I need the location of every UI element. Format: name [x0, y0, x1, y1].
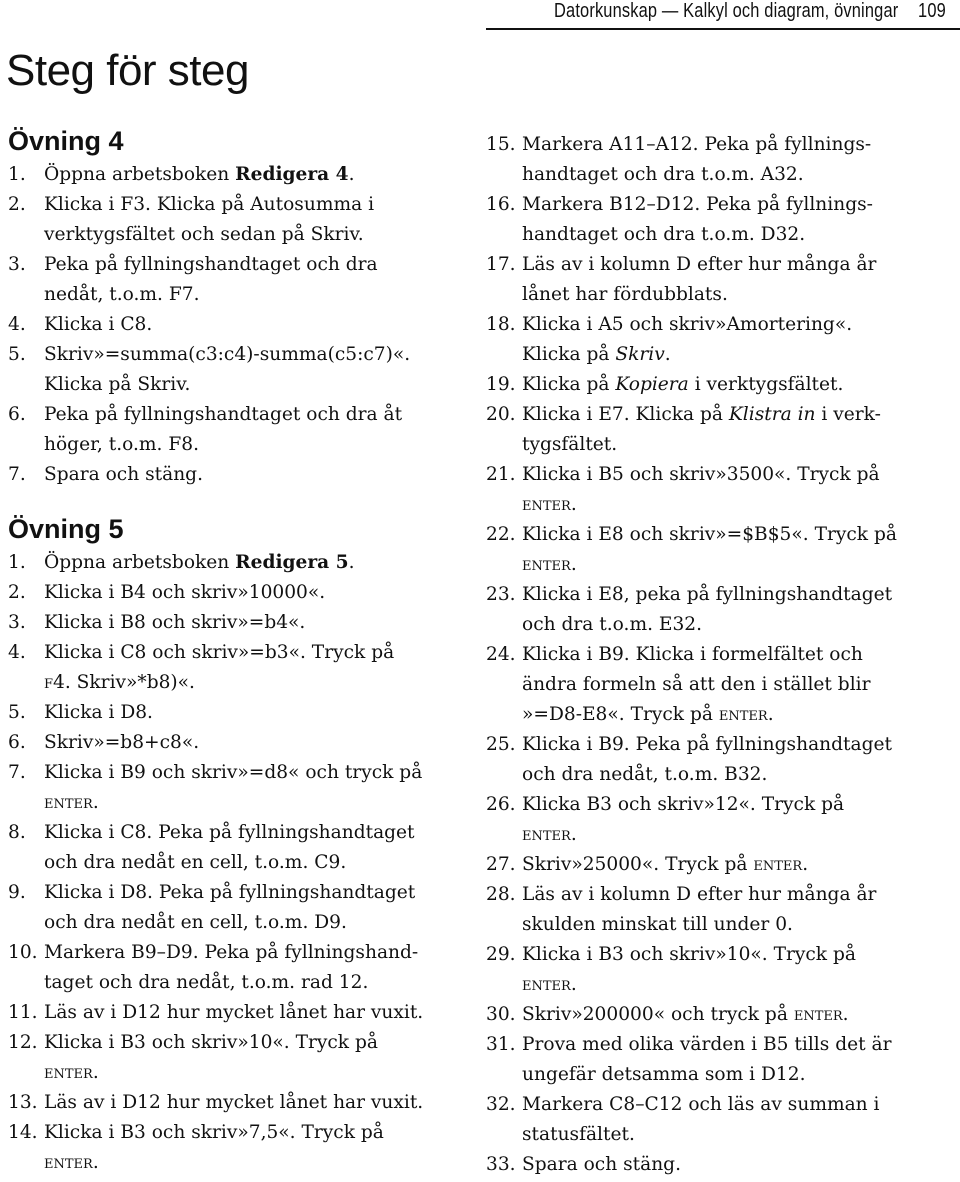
- step-line: [522, 670, 960, 700]
- step-item: [8, 460, 478, 490]
- step-line: [44, 1088, 478, 1118]
- step-text: Läs av i D12 hur mycket lånet har vuxit.: [44, 1002, 424, 1023]
- step-text: Öppna arbetsboken: [44, 164, 236, 185]
- step-number: 6.: [8, 732, 26, 753]
- step-item: [486, 640, 960, 730]
- step-line: [522, 730, 960, 760]
- header-rule: [486, 28, 960, 30]
- step-number: 4.: [8, 314, 26, 335]
- step-line: [522, 280, 960, 310]
- step-text: .: [842, 1004, 849, 1025]
- right-column: [486, 130, 960, 1180]
- step-item: [486, 400, 960, 460]
- step-text: .: [570, 974, 577, 995]
- step-text: i verk-: [815, 404, 881, 425]
- step-item: [8, 190, 478, 250]
- step-number: 7.: [8, 464, 26, 485]
- step-line: [522, 580, 960, 610]
- step-line: [522, 1090, 960, 1120]
- step-line: [522, 1060, 960, 1090]
- step-line: [522, 190, 960, 220]
- section-title: Steg för steg: [6, 46, 249, 95]
- step-text: i verktygsfältet.: [688, 374, 844, 395]
- step-line: [44, 460, 478, 490]
- step-item: [8, 1118, 478, 1178]
- step-number: 1.: [8, 164, 26, 185]
- step-item: [8, 578, 478, 608]
- step-text: statusfältet.: [522, 1124, 635, 1145]
- step-line: [44, 1118, 478, 1148]
- step-item: [486, 580, 960, 640]
- step-number: 2.: [8, 582, 26, 603]
- step-text: .: [348, 552, 355, 573]
- step-item: [486, 370, 960, 400]
- step-text: Klicka i C8 och skriv»=b3«. Tryck på: [44, 642, 395, 663]
- page-number: 109: [918, 0, 946, 22]
- step-line: [44, 280, 478, 310]
- step-item: [8, 998, 478, 1028]
- step-line: [44, 190, 478, 220]
- step-line: [44, 998, 478, 1028]
- step-number: 33.: [486, 1154, 516, 1175]
- step-text: Klicka i E8, peka på fyllningshandtaget: [522, 584, 893, 605]
- step-text: .: [767, 704, 774, 725]
- step-line: [44, 250, 478, 280]
- step-text: Klicka i F3. Klicka på Autosumma i: [44, 194, 375, 215]
- step-text: .: [348, 164, 355, 185]
- step-item: [8, 310, 478, 340]
- step-line: [522, 550, 960, 580]
- step-line: [44, 1058, 478, 1088]
- ui-command-name: Skriv: [615, 344, 665, 365]
- step-line: [522, 130, 960, 160]
- step-number: 25.: [486, 734, 516, 755]
- step-text: Klicka i D8.: [44, 702, 153, 723]
- step-list: [8, 548, 478, 1178]
- exercise-title: Övning 5: [8, 514, 124, 544]
- step-number: 29.: [486, 944, 516, 965]
- key-name: enter: [753, 854, 803, 875]
- step-text: »=D8-E8«. Tryck på: [522, 704, 719, 725]
- step-line: [522, 850, 960, 880]
- step-line: [44, 788, 478, 818]
- step-item: [8, 728, 478, 758]
- step-text: Klicka i E7. Klicka på: [522, 404, 729, 425]
- step-text: Skriv»200000« och tryck på: [522, 1004, 794, 1025]
- step-text: .: [570, 494, 577, 515]
- step-item: [486, 1030, 960, 1090]
- step-item: [486, 1150, 960, 1180]
- step-text: Klicka i B3 och skriv»7,5«. Tryck på: [44, 1122, 384, 1143]
- step-text: och dra nedåt, t.o.m. B32.: [522, 764, 768, 785]
- step-line: [44, 220, 478, 250]
- step-line: [522, 640, 960, 670]
- left-column: [8, 122, 478, 1178]
- step-line: [44, 548, 478, 578]
- step-line: [44, 938, 478, 968]
- step-line: [522, 880, 960, 910]
- step-number: 12.: [8, 1032, 38, 1053]
- step-item: [486, 190, 960, 250]
- step-list: [486, 130, 960, 1180]
- key-name: enter: [522, 494, 571, 515]
- step-line: [44, 608, 478, 638]
- step-number: 5.: [8, 344, 26, 365]
- step-text: Klicka i B9. Klicka i formelfältet och: [522, 644, 863, 665]
- key-name: enter: [44, 792, 93, 813]
- step-text: Klicka B3 och skriv»12«. Tryck på: [522, 794, 845, 815]
- step-line: [44, 878, 478, 908]
- step-item: [8, 1088, 478, 1118]
- step-item: [8, 638, 478, 698]
- step-line: [44, 668, 478, 698]
- workbook-name: Redigera 4: [235, 164, 349, 185]
- step-line: [522, 790, 960, 820]
- step-line: [522, 490, 960, 520]
- step-number: 14.: [8, 1122, 38, 1143]
- step-number: 8.: [8, 822, 26, 843]
- step-line: [44, 728, 478, 758]
- step-text: Skriv»25000«. Tryck på: [522, 854, 754, 875]
- step-item: [8, 250, 478, 310]
- step-number: 24.: [486, 644, 516, 665]
- step-item: [486, 520, 960, 580]
- step-item: [8, 758, 478, 818]
- step-item: [8, 878, 478, 938]
- step-item: [486, 1000, 960, 1030]
- key-name: enter: [522, 824, 571, 845]
- step-item: [486, 880, 960, 940]
- step-text: Klicka i E8 och skriv»=$B$5«. Tryck på: [522, 524, 897, 545]
- step-text: och dra nedåt en cell, t.o.m. C9.: [44, 852, 347, 873]
- key-name: enter: [718, 704, 768, 725]
- step-text: Klicka i B3 och skriv»10«. Tryck på: [522, 944, 856, 965]
- step-text: ändra formeln så att den i stället blir: [522, 674, 871, 695]
- section-gap: [8, 490, 478, 510]
- step-line: [522, 1000, 960, 1030]
- step-text: Klicka i D8. Peka på fyllningshandtaget: [44, 882, 416, 903]
- step-number: 17.: [486, 254, 516, 275]
- step-line: [44, 1148, 478, 1178]
- step-number: 19.: [486, 374, 516, 395]
- step-text: tygsfältet.: [522, 434, 618, 455]
- step-line: [522, 760, 960, 790]
- step-item: [486, 940, 960, 1000]
- step-line: [522, 820, 960, 850]
- step-number: 15.: [486, 134, 516, 155]
- step-number: 28.: [486, 884, 516, 905]
- step-text: Skriv»=summa(c3:c4)-summa(c5:c7)«.: [44, 344, 411, 365]
- step-item: [8, 698, 478, 728]
- step-line: [522, 250, 960, 280]
- step-number: 1.: [8, 552, 26, 573]
- page-header: [0, 0, 960, 30]
- step-line: [44, 340, 478, 370]
- step-text: höger, t.o.m. F8.: [44, 434, 199, 455]
- step-item: [8, 818, 478, 878]
- step-line: [44, 578, 478, 608]
- step-item: [486, 850, 960, 880]
- key-name: enter: [522, 974, 571, 995]
- step-line: [44, 908, 478, 938]
- step-item: [486, 790, 960, 850]
- running-title: Datorkunskap — Kalkyl och diagram, övningar: [554, 0, 899, 22]
- step-text: och dra nedåt en cell, t.o.m. D9.: [44, 912, 347, 933]
- step-line: [522, 430, 960, 460]
- step-line: [44, 638, 478, 668]
- step-line: [522, 610, 960, 640]
- step-text: handtaget och dra t.o.m. D32.: [522, 224, 806, 245]
- step-line: [522, 1120, 960, 1150]
- step-line: [44, 160, 478, 190]
- step-number: 22.: [486, 524, 516, 545]
- ui-command-name: Kopiera: [615, 374, 689, 395]
- step-number: 26.: [486, 794, 516, 815]
- step-item: [486, 460, 960, 520]
- step-text: lånet har fördubblats.: [522, 284, 728, 305]
- step-line: [522, 370, 960, 400]
- step-item: [8, 548, 478, 578]
- step-line: [522, 340, 960, 370]
- step-text: Klicka i C8. Peka på fyllningshandtaget: [44, 822, 415, 843]
- step-text: .: [802, 854, 809, 875]
- running-header: [554, 0, 946, 23]
- step-line: [522, 940, 960, 970]
- step-number: 5.: [8, 702, 26, 723]
- step-text: Klicka i B5 och skriv»3500«. Tryck på: [522, 464, 880, 485]
- step-text: verktygsfältet och sedan på Skriv.: [44, 224, 364, 245]
- step-text: Klicka i B9. Peka på fyllningshandtaget: [522, 734, 892, 755]
- step-text: Markera C8–C12 och läs av summan i: [522, 1094, 880, 1115]
- step-text: Markera A11–A12. Peka på fyllnings-: [522, 134, 872, 155]
- step-text: Markera B12–D12. Peka på fyllnings-: [522, 194, 873, 215]
- step-number: 31.: [486, 1034, 516, 1055]
- step-item: [8, 160, 478, 190]
- step-text: handtaget och dra t.o.m. A32.: [522, 164, 804, 185]
- step-text: . Skriv»*b8)«.: [64, 672, 195, 693]
- step-text: Klicka i B8 och skriv»=b4«.: [44, 612, 306, 633]
- step-text: .: [92, 1062, 99, 1083]
- step-line: [522, 1030, 960, 1060]
- step-item: [486, 250, 960, 310]
- step-line: [522, 1150, 960, 1180]
- step-text: taget och dra nedåt, t.o.m. rad 12.: [44, 972, 369, 993]
- step-number: 7.: [8, 762, 26, 783]
- step-text: Klicka på: [522, 374, 616, 395]
- step-number: 18.: [486, 314, 516, 335]
- step-line: [522, 460, 960, 490]
- step-text: .: [570, 824, 577, 845]
- step-text: Läs av i kolumn D efter hur många år: [522, 254, 877, 275]
- step-text: och dra t.o.m. E32.: [522, 614, 703, 635]
- step-number: 30.: [486, 1004, 516, 1025]
- step-number: 20.: [486, 404, 516, 425]
- step-item: [8, 938, 478, 998]
- key-name: enter: [793, 1004, 843, 1025]
- step-text: Klicka i B9 och skriv»=d8« och tryck på: [44, 762, 423, 783]
- step-text: Prova med olika värden i B5 tills det är: [522, 1034, 892, 1055]
- step-line: [522, 220, 960, 250]
- key-name: enter: [44, 1152, 93, 1173]
- step-item: [486, 1090, 960, 1150]
- step-line: [522, 400, 960, 430]
- step-list: [8, 160, 478, 490]
- step-text: Markera B9–D9. Peka på fyllningshand-: [44, 942, 419, 963]
- step-line: [44, 1028, 478, 1058]
- step-number: 4.: [8, 642, 26, 663]
- step-number: 21.: [486, 464, 516, 485]
- step-line: [44, 430, 478, 460]
- step-number: 9.: [8, 882, 26, 903]
- step-number: 3.: [8, 612, 26, 633]
- step-line: [44, 968, 478, 998]
- step-text: Peka på fyllningshandtaget och dra: [44, 254, 378, 275]
- step-text: .: [570, 554, 577, 575]
- step-text: Läs av i kolumn D efter hur många år: [522, 884, 877, 905]
- step-number: 3.: [8, 254, 26, 275]
- step-text: Klicka på: [522, 344, 616, 365]
- key-name: f4: [44, 672, 65, 693]
- step-text: Skriv»=b8+c8«.: [44, 732, 200, 753]
- step-line: [522, 970, 960, 1000]
- step-line: [522, 910, 960, 940]
- step-number: 6.: [8, 404, 26, 425]
- step-line: [44, 400, 478, 430]
- step-text: Klicka i A5 och skriv»Amortering«.: [522, 314, 853, 335]
- step-line: [44, 370, 478, 400]
- step-text: Klicka i B3 och skriv»10«. Tryck på: [44, 1032, 378, 1053]
- step-line: [522, 700, 960, 730]
- step-text: Öppna arbetsboken: [44, 552, 236, 573]
- step-line: [522, 310, 960, 340]
- step-text: Klicka på Skriv.: [44, 374, 191, 395]
- step-text: .: [92, 792, 99, 813]
- step-line: [44, 758, 478, 788]
- step-text: Klicka i C8.: [44, 314, 153, 335]
- step-text: Läs av i D12 hur mycket lånet har vuxit.: [44, 1092, 424, 1113]
- step-text: skulden minskat till under 0.: [522, 914, 793, 935]
- step-item: [8, 340, 478, 400]
- workbook-name: Redigera 5: [235, 552, 349, 573]
- step-number: 11.: [8, 1002, 38, 1023]
- step-number: 10.: [8, 942, 38, 963]
- step-item: [8, 1028, 478, 1088]
- step-number: 13.: [8, 1092, 38, 1113]
- key-name: enter: [44, 1062, 93, 1083]
- exercise-title: Övning 4: [8, 126, 124, 156]
- step-text: Spara och stäng.: [522, 1154, 681, 1175]
- step-text: ungefär detsamma som i D12.: [522, 1064, 806, 1085]
- step-item: [486, 310, 960, 370]
- step-item: [8, 608, 478, 638]
- ui-command-name: Klistra in: [728, 404, 816, 425]
- step-text: nedåt, t.o.m. F7.: [44, 284, 200, 305]
- step-number: 16.: [486, 194, 516, 215]
- key-name: enter: [522, 554, 571, 575]
- step-number: 32.: [486, 1094, 516, 1115]
- step-line: [522, 520, 960, 550]
- step-text: .: [664, 344, 671, 365]
- step-line: [44, 818, 478, 848]
- step-item: [8, 400, 478, 460]
- step-number: 23.: [486, 584, 516, 605]
- step-text: .: [92, 1152, 99, 1173]
- step-line: [44, 310, 478, 340]
- step-text: Peka på fyllningshandtaget och dra åt: [44, 404, 403, 425]
- step-number: 2.: [8, 194, 26, 215]
- step-line: [522, 160, 960, 190]
- step-line: [44, 848, 478, 878]
- step-number: 27.: [486, 854, 516, 875]
- step-text: Klicka i B4 och skriv»10000«.: [44, 582, 326, 603]
- step-item: [486, 130, 960, 190]
- step-text: Spara och stäng.: [44, 464, 203, 485]
- step-item: [486, 730, 960, 790]
- step-line: [44, 698, 478, 728]
